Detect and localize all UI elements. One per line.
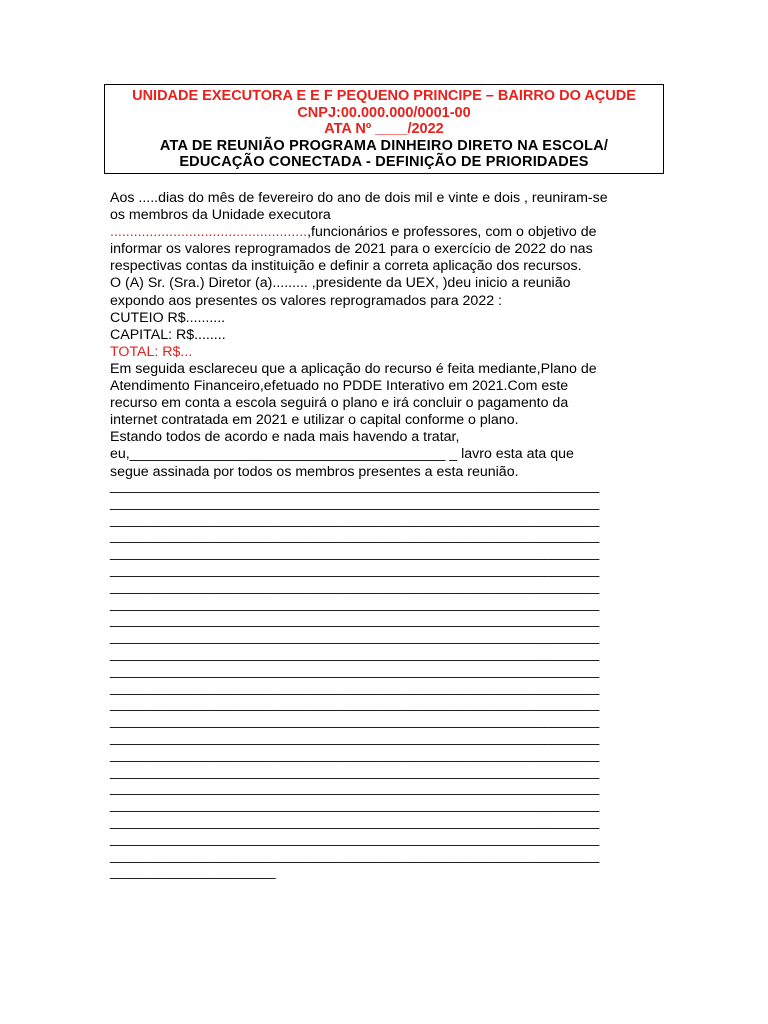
signature-line: ______________________________________________________________ bbox=[110, 561, 600, 578]
signature-line: ______________________________________________________________ bbox=[110, 629, 600, 646]
header-title-line2: EDUCAÇÃO CONECTADA - DEFINIÇÃO DE PRIORIDADES bbox=[179, 154, 589, 170]
signature-line: ______________________________________________________________ bbox=[110, 612, 600, 629]
signature-line-last: _____________________ bbox=[110, 864, 276, 881]
signature-line: ______________________________________________________________ bbox=[110, 578, 600, 595]
header-box bbox=[104, 84, 664, 174]
signature-line: ______________________________________________________________ bbox=[110, 763, 600, 780]
body-line-rest: ,funcionários e professores, com o objetivo de bbox=[307, 224, 597, 241]
signature-line: ______________________________________________________________ bbox=[110, 662, 600, 679]
body-line: os membros da Unidade executora bbox=[110, 207, 331, 224]
body-line: recurso em conta a escola seguirá o plano e irá concluir o pagamento da bbox=[110, 395, 569, 412]
signature-line: ______________________________________________________________ bbox=[110, 729, 600, 746]
body-line bbox=[110, 224, 662, 241]
body-line: Em seguida esclareceu que a aplicação do recurso é feita mediante,Plano de bbox=[110, 360, 597, 377]
signature-line: ______________________________________________________________ bbox=[110, 511, 600, 528]
header-cnpj: CNPJ:00.000.000/0001-00 bbox=[297, 104, 471, 121]
signature-line: ______________________________________________________________ bbox=[110, 746, 600, 763]
signature-line: ______________________________________________________________ bbox=[110, 780, 600, 797]
body-line: internet contratada em 2021 e utilizar o capital conforme o plano. bbox=[110, 412, 519, 429]
ata-body bbox=[110, 190, 662, 481]
signature-line: ______________________________________________________________ bbox=[110, 545, 600, 562]
body-line: eu,________________________________________ _ lavro esta ata que bbox=[110, 446, 574, 463]
signature-line: ______________________________________________________________ bbox=[110, 830, 600, 847]
signature-line: ______________________________________________________________ bbox=[110, 847, 600, 864]
total-line: TOTAL: R$... bbox=[110, 343, 193, 360]
signature-line: ______________________________________________________________ bbox=[110, 713, 600, 730]
body-line: O (A) Sr. (Sra.) Diretor (a)......... ,presidente da UEX, )deu inicio a reunião bbox=[110, 275, 571, 292]
header-ata-number: ATA Nº ____/2022 bbox=[324, 121, 444, 137]
body-line: Estando todos de acordo e nada mais havendo a tratar, bbox=[110, 429, 460, 446]
signature-line: ______________________________________________________________ bbox=[110, 494, 600, 511]
signature-line: ______________________________________________________________ bbox=[110, 679, 600, 696]
body-line: respectivas contas da instituição e definir a correta aplicação dos recursos. bbox=[110, 258, 582, 275]
capital-line: CAPITAL: R$........ bbox=[110, 326, 226, 343]
header-unit-name: UNIDADE EXECUTORA E E F PEQUENO PRINCIPE – BAIRRO DO AÇUDE bbox=[132, 88, 636, 104]
signature-line: ______________________________________________________________ bbox=[110, 528, 600, 545]
signature-line: ______________________________________________________________ bbox=[110, 696, 600, 713]
body-line: Aos .....dias do mês de fevereiro do ano de dois mil e vinte e dois , reuniram-se bbox=[110, 190, 608, 206]
signature-line: ______________________________________________________________ bbox=[110, 595, 600, 612]
header-title-line1: ATA DE REUNIÃO PROGRAMA DINHEIRO DIRETO NA ESCOLA/ bbox=[159, 137, 609, 154]
signature-line: ______________________________________________________________ bbox=[110, 797, 600, 814]
body-placeholder-dots: .................................................. bbox=[110, 224, 308, 241]
body-line: informar os valores reprogramados de 2021 para o exercício de 2022 do nas bbox=[110, 241, 593, 258]
signature-line: ______________________________________________________________ bbox=[110, 478, 600, 494]
body-line: expondo aos presentes os valores reprogramados para 2022 : bbox=[110, 292, 502, 309]
signature-line: ______________________________________________________________ bbox=[110, 813, 600, 830]
signature-lines bbox=[110, 478, 662, 881]
body-line: Atendimento Financeiro,efetuado no PDDE Interativo em 2021.Com este bbox=[110, 378, 569, 395]
custeio-line: CUTEIO R$.......... bbox=[110, 309, 226, 326]
signature-line: ______________________________________________________________ bbox=[110, 645, 600, 662]
body-line: segue assinada por todos os membros presentes a esta reunião. bbox=[110, 463, 519, 480]
